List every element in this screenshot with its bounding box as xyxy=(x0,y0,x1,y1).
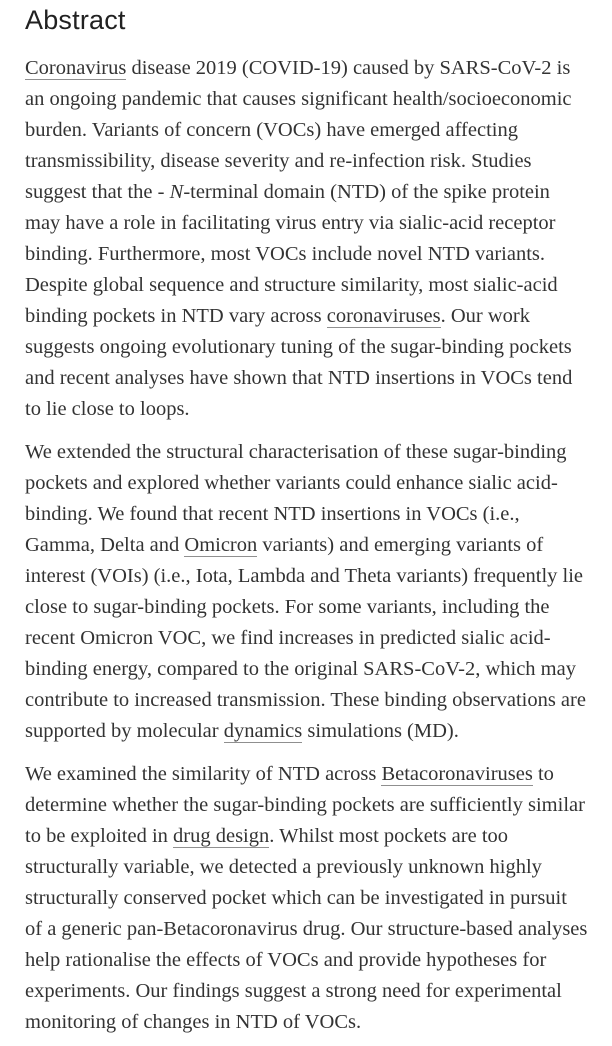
abstract-paragraph xyxy=(25,437,589,747)
paragraph-text: . Our work suggests ongoing evolutionary tuning of the sugar-binding pockets and recent analyses have shown that NTD insertions in VOCs tend to lie close to loops. xyxy=(25,305,573,420)
paragraph-text: simulations (MD). xyxy=(302,720,459,742)
abstract-paragraph xyxy=(25,53,589,425)
paragraph-text: disease 2019 (COVID-19) caused by SARS-CoV-2 is an ongoing pandemic that causes significant health/socioeconomic burden. Variants of concern (VOCs) have emerged affecting transmissibility, disease severity and re-infection risk. Studies suggest that the - xyxy=(25,57,572,203)
paragraph-text: to determine whether the sugar-binding pockets are sufficiently similar to be exploited in xyxy=(25,763,585,847)
paragraph-text: We examined the similarity of NTD across xyxy=(25,763,382,785)
paragraph-text: We extended the structural characterisation of these sugar-binding pockets and explored whether variants could enhance sialic acid-binding. We found that recent NTD insertions in VOCs (i.e., Gamma, Delta and xyxy=(25,441,567,556)
abstract-body xyxy=(25,53,589,1038)
topic-link[interactable]: coronaviruses xyxy=(326,305,441,327)
paragraph-text: . Whilst most pockets are too structurally variable, we detected a previously unknown highly structurally conserved pocket which can be investigated in pursuit of a generic pan-Betacoronavirus drug. Our structure-based analyses help rationalise the effects of VOCs and provide hypotheses for experiments. Our findings suggest a strong need for experimental monitoring of changes in NTD of VOCs. xyxy=(25,825,588,1033)
topic-link[interactable]: drug design xyxy=(173,825,270,847)
abstract-paragraph xyxy=(25,759,589,1038)
topic-link[interactable]: dynamics xyxy=(223,720,303,742)
topic-link[interactable]: Coronavirus xyxy=(25,57,127,79)
paragraph-text: -terminal domain (NTD) of the spike protein may have a role in facilitating virus entry via sialic-acid receptor binding. Furthermore, most VOCs include novel NTD variants. Despite global sequence and structure similarity, most sialic-acid binding pockets in NTD vary across xyxy=(25,181,558,327)
paragraph-text: variants) and emerging variants of interest (VOIs) (i.e., Iota, Lambda and Theta variants) frequently lie close to sugar-binding pockets. For some variants, including the recent Omicron VOC, we find increases in predicted sialic acid-binding energy, compared to the original SARS-CoV-2, which may contribute to increased transmission. These binding observations are supported by molecular xyxy=(25,534,586,742)
abstract-heading: Abstract xyxy=(25,5,126,35)
topic-link[interactable]: Omicron xyxy=(184,534,258,556)
topic-link[interactable]: Betacoronaviruses xyxy=(381,763,533,785)
italic-text: N xyxy=(169,181,184,203)
